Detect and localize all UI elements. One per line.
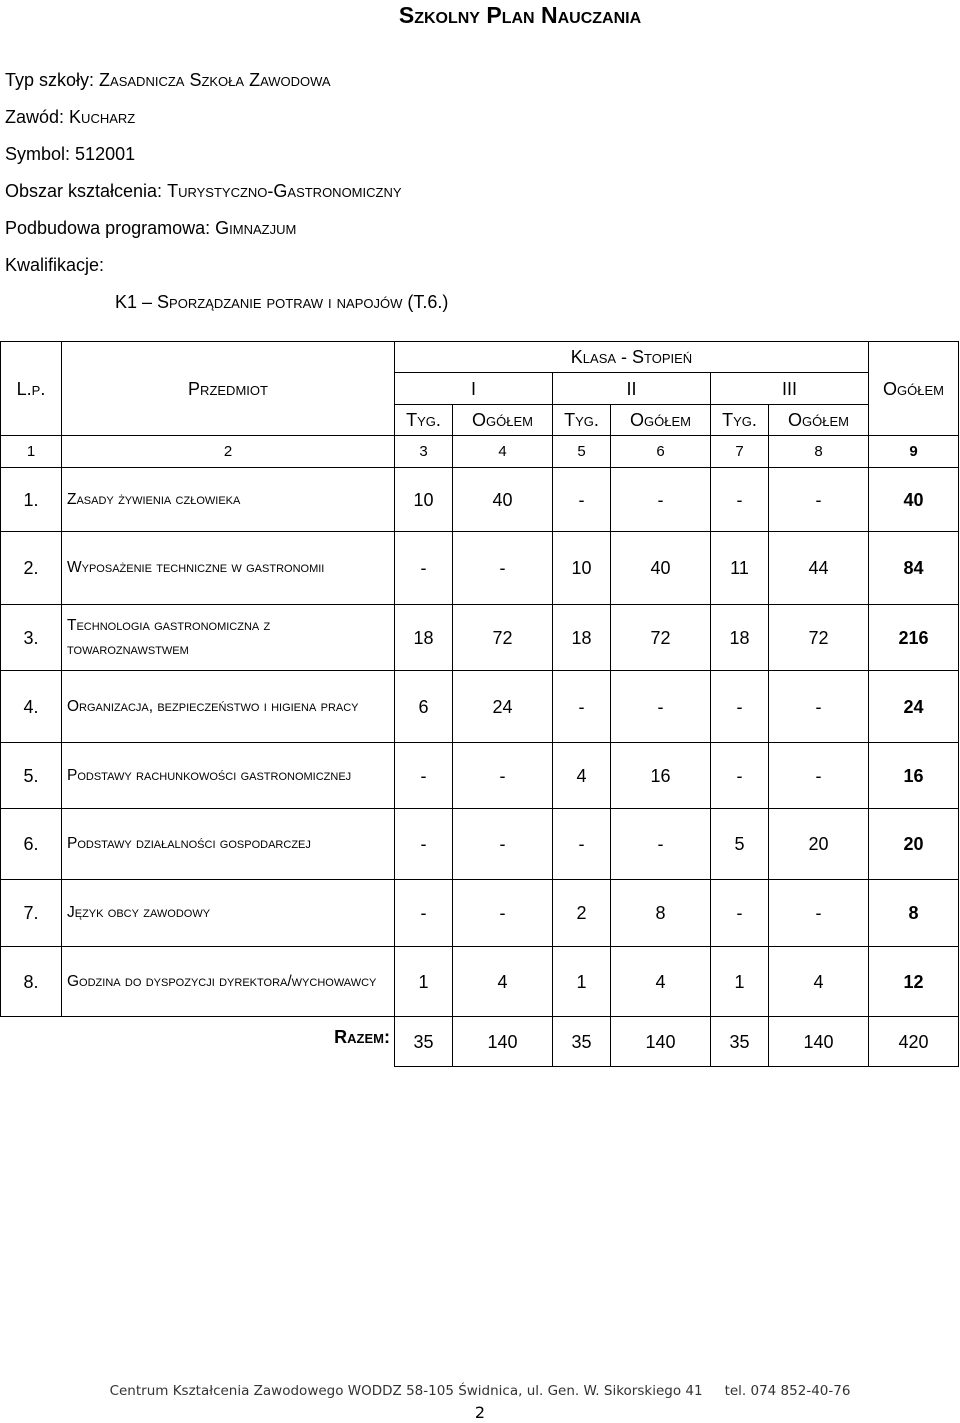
- hours-cell: -: [611, 671, 711, 743]
- index-cell: 2: [62, 436, 395, 468]
- hours-cell: -: [711, 468, 769, 532]
- page-number: 2: [474, 1403, 486, 1422]
- row-total: 12: [869, 947, 959, 1017]
- hours-cell: 11: [711, 532, 769, 605]
- hours-cell: -: [453, 532, 553, 605]
- hours-cell: -: [395, 532, 453, 605]
- row-number: 4.: [1, 671, 62, 743]
- row-number: 2.: [1, 532, 62, 605]
- header-grade-2: II: [553, 373, 711, 405]
- hours-cell: 2: [553, 880, 611, 947]
- index-cell: 5: [553, 436, 611, 468]
- header-tyg: Tyg.: [553, 405, 611, 436]
- subject-name: Podstawy działalności gospodarczej: [62, 809, 395, 880]
- hours-cell: 24: [453, 671, 553, 743]
- footer-phone: tel. 074 852-40-76: [724, 1383, 851, 1399]
- hours-cell: -: [711, 671, 769, 743]
- table-row: [1, 743, 959, 809]
- index-cell: 6: [611, 436, 711, 468]
- row-total: 84: [869, 532, 959, 605]
- razem-cell: 35: [553, 1017, 611, 1067]
- row-number: 7.: [1, 880, 62, 947]
- razem-total: 420: [869, 1017, 959, 1067]
- subject-name: Wyposażenie techniczne w gastronomii: [62, 532, 395, 605]
- hours-cell: 18: [711, 605, 769, 671]
- hours-cell: 16: [611, 743, 711, 809]
- hours-cell: 4: [611, 947, 711, 1017]
- index-row: [1, 436, 959, 468]
- header-row-klasa: [1, 342, 959, 373]
- header-klasa: Klasa - Stopień: [395, 342, 869, 373]
- hours-cell: 18: [553, 605, 611, 671]
- hours-cell: -: [769, 468, 869, 532]
- hours-cell: 5: [711, 809, 769, 880]
- hours-cell: -: [553, 468, 611, 532]
- hours-cell: 4: [453, 947, 553, 1017]
- table-row: [1, 468, 959, 532]
- hours-cell: -: [553, 671, 611, 743]
- hours-cell: 10: [553, 532, 611, 605]
- subject-name: Język obcy zawodowy: [62, 880, 395, 947]
- razem-cell: 35: [711, 1017, 769, 1067]
- index-cell: 7: [711, 436, 769, 468]
- index-cell: 3: [395, 436, 453, 468]
- page-title: Szkolny Plan Nauczania: [398, 2, 642, 28]
- razem-cell: 140: [769, 1017, 869, 1067]
- razem-row: [1, 1017, 959, 1067]
- hours-cell: 4: [553, 743, 611, 809]
- header-lp: L.p.: [1, 342, 62, 436]
- razem-cell: 35: [395, 1017, 453, 1067]
- subject-name: Zasady żywienia człowieka: [62, 468, 395, 532]
- qualification: K1 – Sporządzanie potraw i napojów (T.6.): [115, 292, 449, 312]
- header-ogolem: Ogółem: [769, 405, 869, 436]
- meta-profession: Zawód: Kucharz: [5, 107, 136, 127]
- table-row: [1, 605, 959, 671]
- hours-cell: -: [611, 468, 711, 532]
- header-subject: Przedmiot: [62, 342, 395, 436]
- index-cell: 4: [453, 436, 553, 468]
- hours-cell: 6: [395, 671, 453, 743]
- meta-qualifications-label: Kwalifikacje:: [5, 255, 105, 275]
- hours-cell: 4: [769, 947, 869, 1017]
- hours-cell: -: [395, 880, 453, 947]
- hours-cell: -: [711, 880, 769, 947]
- hours-cell: -: [769, 743, 869, 809]
- row-total: 20: [869, 809, 959, 880]
- hours-cell: 44: [769, 532, 869, 605]
- razem-label: Razem:: [334, 1027, 390, 1047]
- hours-cell: -: [711, 743, 769, 809]
- hours-cell: -: [611, 809, 711, 880]
- index-cell: 1: [1, 436, 62, 468]
- subject-name: Technologia gastronomiczna z towaroznawstwem: [62, 605, 395, 671]
- table-row: [1, 532, 959, 605]
- header-ogolem: Ogółem: [453, 405, 553, 436]
- header-total: Ogółem: [869, 342, 959, 436]
- hours-cell: -: [553, 809, 611, 880]
- row-total: 16: [869, 743, 959, 809]
- table-row: [1, 880, 959, 947]
- hours-cell: 72: [611, 605, 711, 671]
- razem-cell: 140: [611, 1017, 711, 1067]
- hours-cell: -: [395, 809, 453, 880]
- meta-area: Obszar kształcenia: Turystyczno-Gastronomiczny: [5, 181, 402, 201]
- subject-name: Organizacja, bezpieczeństwo i higiena pracy: [62, 671, 395, 743]
- hours-cell: -: [395, 743, 453, 809]
- subject-name: Podstawy rachunkowości gastronomicznej: [62, 743, 395, 809]
- curriculum-table: [0, 341, 959, 1067]
- row-total: 8: [869, 880, 959, 947]
- meta-base: Podbudowa programowa: Gimnazjum: [5, 218, 297, 238]
- hours-cell: 1: [395, 947, 453, 1017]
- header-ogolem: Ogółem: [611, 405, 711, 436]
- hours-cell: -: [453, 880, 553, 947]
- row-total: 216: [869, 605, 959, 671]
- row-number: 1.: [1, 468, 62, 532]
- subject-name: Godzina do dyspozycji dyrektora/wychowawcy: [62, 947, 395, 1017]
- hours-cell: 72: [769, 605, 869, 671]
- hours-cell: -: [453, 809, 553, 880]
- row-number: 5.: [1, 743, 62, 809]
- footer-address: Centrum Kształcenia Zawodowego WODDZ 58-105 Świdnica, ul. Gen. W. Sikorskiego 41: [109, 1383, 703, 1399]
- table-row: [1, 947, 959, 1017]
- header-tyg: Tyg.: [711, 405, 769, 436]
- row-number: 3.: [1, 605, 62, 671]
- footer: [0, 1383, 960, 1399]
- hours-cell: 8: [611, 880, 711, 947]
- meta-school-type: Typ szkoły: Zasadnicza Szkoła Zawodowa: [5, 70, 331, 90]
- index-cell: 9: [869, 436, 959, 468]
- row-total: 24: [869, 671, 959, 743]
- hours-cell: -: [453, 743, 553, 809]
- hours-cell: 1: [711, 947, 769, 1017]
- razem-cell: 140: [453, 1017, 553, 1067]
- header-grade-3: III: [711, 373, 869, 405]
- header-tyg: Tyg.: [395, 405, 453, 436]
- hours-cell: 40: [453, 468, 553, 532]
- hours-cell: -: [769, 671, 869, 743]
- hours-cell: 20: [769, 809, 869, 880]
- hours-cell: 10: [395, 468, 453, 532]
- row-number: 8.: [1, 947, 62, 1017]
- header-grade-1: I: [395, 373, 553, 405]
- hours-cell: 40: [611, 532, 711, 605]
- table-row: [1, 809, 959, 880]
- index-cell: 8: [769, 436, 869, 468]
- hours-cell: 72: [453, 605, 553, 671]
- hours-cell: 1: [553, 947, 611, 1017]
- meta-symbol: Symbol: 512001: [5, 144, 136, 164]
- row-number: 6.: [1, 809, 62, 880]
- table-row: [1, 671, 959, 743]
- hours-cell: -: [769, 880, 869, 947]
- hours-cell: 18: [395, 605, 453, 671]
- row-total: 40: [869, 468, 959, 532]
